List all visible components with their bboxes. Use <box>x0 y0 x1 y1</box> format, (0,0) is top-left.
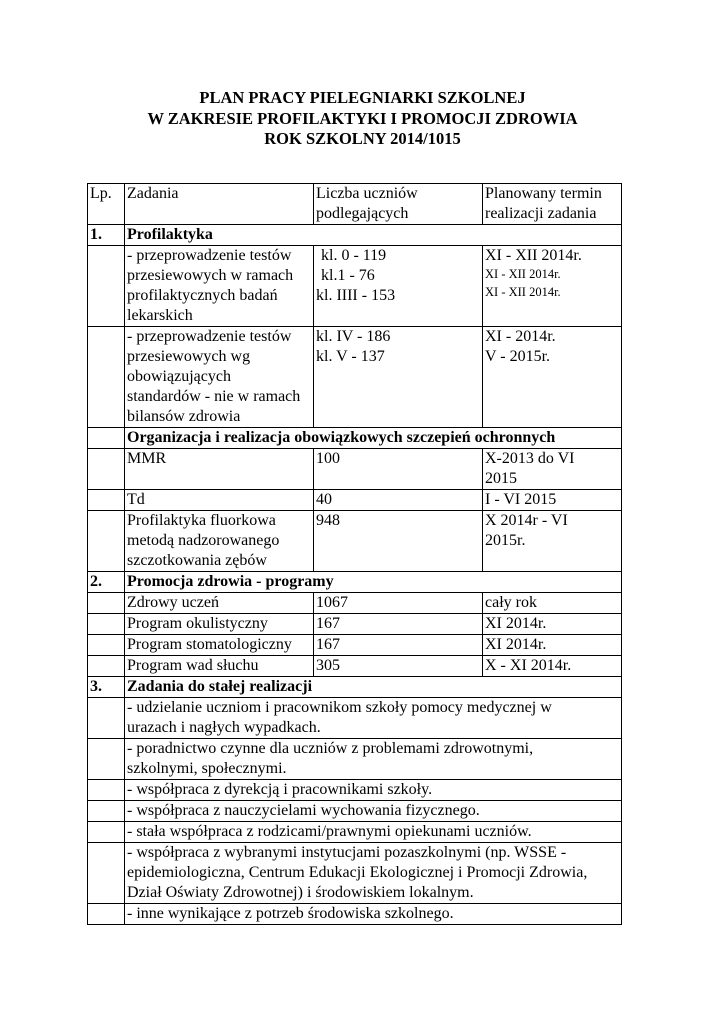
table-row <box>88 656 622 677</box>
term-cell: X 2014r - VI 2015r. <box>483 511 622 572</box>
document-title <box>0 88 725 150</box>
task-cell: - współpraca z wybranymi instytucjami pozaszkolnymi (np. WSSE - epidemiologiczna, Centrum Edukacji Ekologicznej i Promocji Zdrowia, Dział Oświaty Zdrowotnej) i środowiskiem lokalnym. <box>125 843 622 904</box>
header-tasks: Zadania <box>125 184 314 225</box>
term-cell: XI - 2014r. V - 2015r. <box>483 327 622 428</box>
title-line-3: ROK SZKOLNY 2014/1015 <box>264 129 461 148</box>
table-row <box>88 635 622 656</box>
subsection-title: Organizacja i realizacja obowiązkowych szczepień ochronnych <box>125 428 622 449</box>
count-cell: 167 <box>314 635 483 656</box>
section-number: 1. <box>88 225 125 246</box>
count-cell: 305 <box>314 656 483 677</box>
table-row <box>88 801 622 822</box>
term-cell: XI 2014r. <box>483 614 622 635</box>
header-count: Liczba uczniów podlegających <box>314 184 483 225</box>
task-cell: - współpraca z dyrekcją i pracownikami szkoły. <box>125 780 622 801</box>
count-cell: kl. 0 - 119 kl.1 - 76 kl. IIII - 153 <box>314 246 483 327</box>
table-row <box>88 511 622 572</box>
count-cell: 167 <box>314 614 483 635</box>
task-cell: - stała współpraca z rodzicami/prawnymi opiekunami uczniów. <box>125 822 622 843</box>
term-cell: XI - XII 2014r. XI - XII 2014r. XI - XII 2014r. <box>483 246 622 327</box>
section-number: 2. <box>88 572 125 593</box>
task-cell: Program okulistyczny <box>125 614 314 635</box>
table-row <box>88 822 622 843</box>
task-cell: - przeprowadzenie testów przesiewowych w ramach profilaktycznych badań lekarskich <box>125 246 314 327</box>
table-row <box>88 698 622 739</box>
count-cell: 40 <box>314 490 483 511</box>
term-cell: cały rok <box>483 593 622 614</box>
term-cell: X-2013 do VI 2015 <box>483 449 622 490</box>
task-cell: Td <box>125 490 314 511</box>
table-row <box>88 327 622 428</box>
section-number: 3. <box>88 677 125 698</box>
section-title: Profilaktyka <box>125 225 622 246</box>
table-row <box>88 449 622 490</box>
task-cell: MMR <box>125 449 314 490</box>
task-cell: Program stomatologiczny <box>125 635 314 656</box>
table-row <box>88 614 622 635</box>
task-cell: - udzielanie uczniom i pracownikom szkoły pomocy medycznej w urazach i nagłych wypadkach. <box>125 698 622 739</box>
task-cell: Profilaktyka fluorkowa metodą nadzorowanego szczotkowania zębów <box>125 511 314 572</box>
table-row <box>88 904 622 925</box>
header-term: Planowany termin realizacji zadania <box>483 184 622 225</box>
table-row <box>88 780 622 801</box>
task-cell: - przeprowadzenie testów przesiewowych wg obowiązujących standardów - nie w ramach bilansów zdrowia <box>125 327 314 428</box>
section-row <box>88 677 622 698</box>
task-cell: - współpraca z nauczycielami wychowania fizycznego. <box>125 801 622 822</box>
table-row <box>88 843 622 904</box>
section-row <box>88 572 622 593</box>
table-row <box>88 593 622 614</box>
task-cell: Zdrowy uczeń <box>125 593 314 614</box>
term-cell: X - XI 2014r. <box>483 656 622 677</box>
count-cell: 948 <box>314 511 483 572</box>
table-row <box>88 739 622 780</box>
task-cell: - inne wynikające z potrzeb środowiska szkolnego. <box>125 904 622 925</box>
header-lp: Lp. <box>88 184 125 225</box>
table-row <box>88 246 622 327</box>
subsection-row <box>88 428 622 449</box>
term-cell: XI 2014r. <box>483 635 622 656</box>
task-cell: Program wad słuchu <box>125 656 314 677</box>
count-cell: kl. IV - 186 kl. V - 137 <box>314 327 483 428</box>
table-row <box>88 490 622 511</box>
title-line-1: PLAN PRACY PIELEGNIARKI SZKOLNEJ <box>199 88 526 107</box>
task-cell: - poradnictwo czynne dla uczniów z problemami zdrowotnymi, szkolnymi, społecznymi. <box>125 739 622 780</box>
plan-table <box>87 183 622 925</box>
section-title: Promocja zdrowia - programy <box>125 572 622 593</box>
header-row <box>88 184 622 225</box>
title-line-2: W ZAKRESIE PROFILAKTYKI I PROMOCJI ZDROWIA <box>147 108 578 128</box>
section-title: Zadania do stałej realizacji <box>125 677 622 698</box>
count-cell: 100 <box>314 449 483 490</box>
count-cell: 1067 <box>314 593 483 614</box>
term-cell: I - VI 2015 <box>483 490 622 511</box>
section-row <box>88 225 622 246</box>
